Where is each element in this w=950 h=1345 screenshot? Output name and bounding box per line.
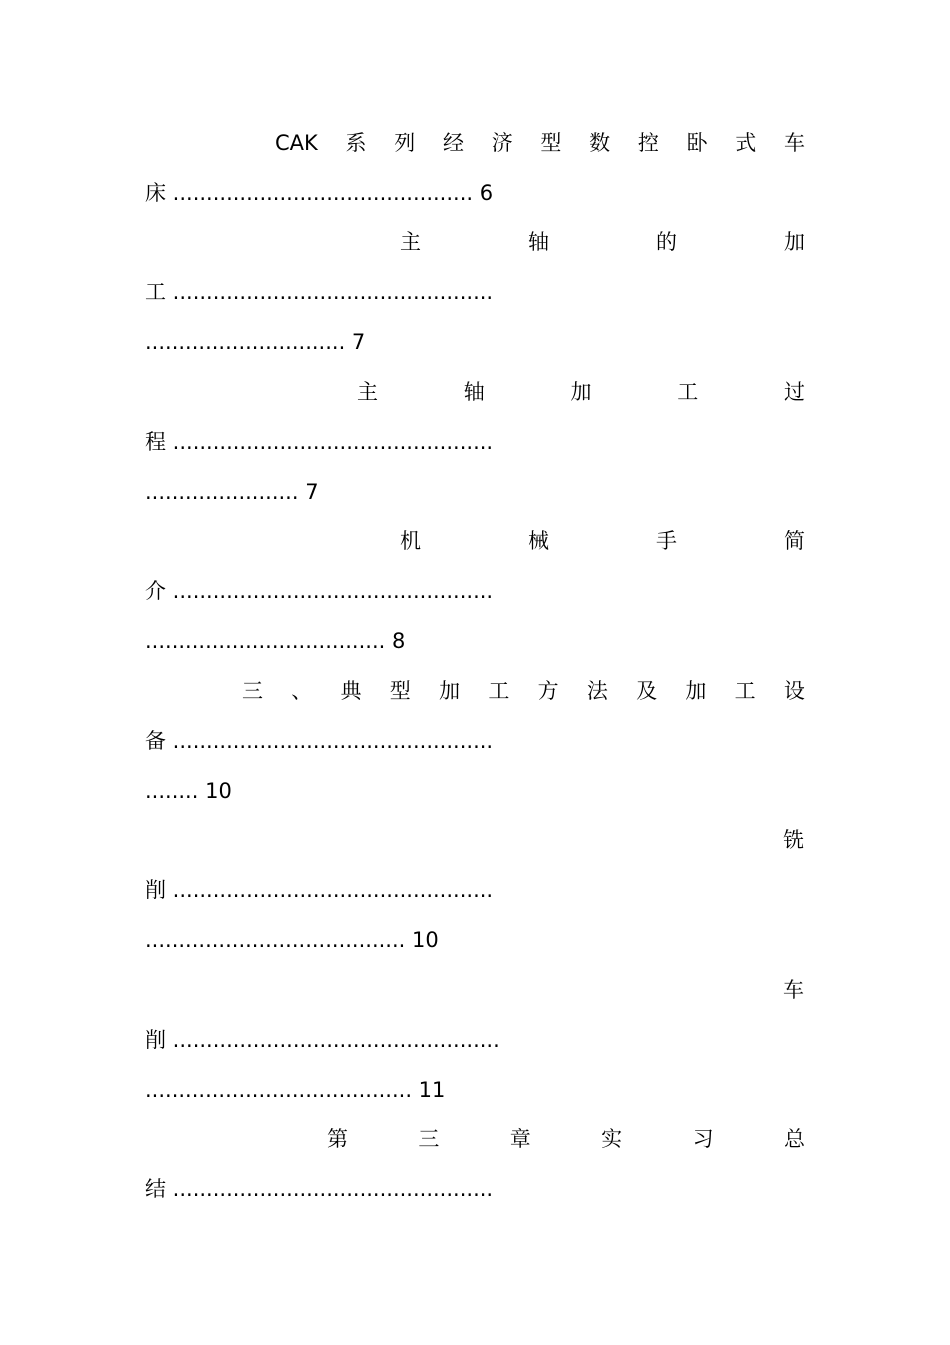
- toc-char: 设: [783, 679, 805, 703]
- toc-char: 工: [488, 679, 510, 703]
- toc-char: 第: [327, 1127, 348, 1151]
- toc-char: 主: [400, 230, 421, 254]
- toc-char: 总: [783, 1127, 805, 1151]
- toc-char: 式: [735, 131, 757, 155]
- toc-line-14: ........ 10: [145, 779, 232, 803]
- toc-line-7: 程 ................................................: [145, 430, 494, 454]
- toc-char: 械: [528, 529, 549, 553]
- toc-char: 三: [418, 1127, 440, 1151]
- toc-char: 列: [394, 131, 416, 155]
- toc-char: 轴: [528, 230, 549, 254]
- toc-char: 方: [537, 679, 559, 703]
- toc-line-13: 备 ................................................: [145, 729, 494, 753]
- toc-line-8: ....................... 7: [145, 480, 319, 504]
- toc-line-19: 削 .................................................: [145, 1028, 500, 1052]
- toc-line-6: [357, 377, 805, 407]
- toc-char: 机: [400, 529, 421, 553]
- toc-line-22: 结 ................................................: [145, 1177, 494, 1201]
- toc-line-10: 介 ................................................: [145, 579, 494, 603]
- toc-char: CAK: [275, 131, 318, 155]
- toc-line-20: ........................................ 11: [145, 1078, 446, 1102]
- toc-char: 铣: [783, 828, 804, 852]
- toc-char: 经: [442, 131, 464, 155]
- toc-line-16: 削 ................................................: [145, 878, 494, 902]
- toc-char: 系: [345, 131, 367, 155]
- toc-line-17: ....................................... 10: [145, 928, 439, 952]
- toc-char: 的: [656, 230, 677, 254]
- toc-char: 手: [656, 529, 677, 553]
- toc-char: 加: [784, 230, 805, 254]
- toc-char: 车: [784, 131, 805, 155]
- toc-char: 及: [636, 679, 658, 703]
- toc-char: 轴: [463, 380, 485, 404]
- toc-char: 三: [242, 679, 263, 703]
- toc-line-5: .............................. 7: [145, 330, 366, 354]
- toc-char: 加: [570, 380, 592, 404]
- toc-line-11: .................................... 8: [145, 629, 406, 653]
- toc-line-9: [400, 526, 805, 556]
- toc-char: 车: [783, 978, 804, 1002]
- toc-char: 、: [291, 679, 313, 703]
- toc-char: 型: [540, 131, 562, 155]
- toc-char: 典: [340, 679, 362, 703]
- toc-char: 控: [637, 131, 659, 155]
- toc-line-15: [783, 825, 805, 855]
- toc-char: 型: [389, 679, 411, 703]
- toc-char: 简: [784, 529, 805, 553]
- toc-char: 加: [685, 679, 707, 703]
- toc-char: 法: [586, 679, 608, 703]
- toc-char: 章: [509, 1127, 531, 1151]
- toc-char: 工: [734, 679, 756, 703]
- toc-char: 数: [589, 131, 611, 155]
- toc-char: 习: [692, 1127, 714, 1151]
- toc-char: 济: [491, 131, 513, 155]
- toc-line-12: [242, 676, 805, 706]
- toc-line-2: 床 ............................................. 6: [145, 181, 494, 205]
- toc-char: 过: [784, 380, 805, 404]
- toc-line-21: [327, 1124, 805, 1154]
- toc-char: 工: [677, 380, 699, 404]
- toc-char: 加: [439, 679, 461, 703]
- toc-line-1: [275, 128, 805, 158]
- toc-line-18: [783, 975, 805, 1005]
- toc-line-4: 工 ................................................: [145, 280, 494, 304]
- toc-line-3: [400, 227, 805, 257]
- toc-char: 主: [357, 380, 378, 404]
- toc-char: 卧: [686, 131, 708, 155]
- toc-char: 实: [601, 1127, 623, 1151]
